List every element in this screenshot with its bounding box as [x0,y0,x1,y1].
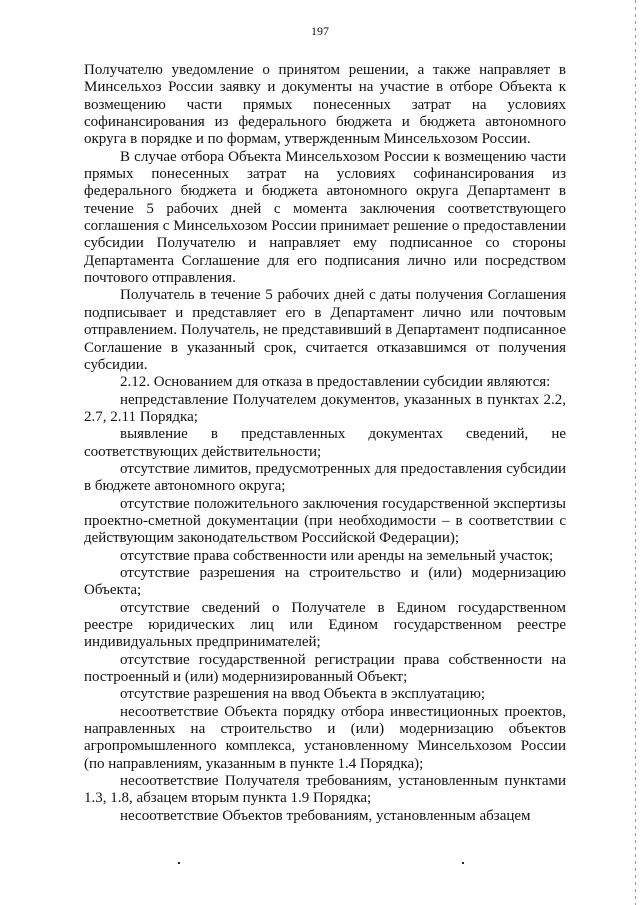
page-number: 197 [311,24,329,38]
list-item-no-ownership-registration: отсутствие государственной регистрации права собственности на построенный и (или) модернизированный Объект; [84,651,566,686]
paragraph-notification: Получателю уведомление о принятом решении, а также направляет в Минсельхоз России заявку и документы на участие в отборе Объекта к возмещению части прямых понесенных затрат на условиях софинансирования из федерального бюджета и бюджета автономного округа в порядке и по формам, утвержденным Минсельхозом России. [84,62,566,148]
list-item-no-expertise: отсутствие положительного заключения государственной экспертизы проектно-сметной документации (при необходимости – в соответствии с действующим законодательством Российской Федерации); [84,495,566,547]
list-item-no-land-rights: отсутствие права собственности или аренды на земельный участок; [120,547,554,564]
list-item-no-commissioning-permit: отсутствие разрешения на ввод Объекта в эксплуатацию; [120,686,486,703]
scan-edge-line [635,0,636,905]
list-item-no-construction-permit: отсутствие разрешения на строительство и (или) модернизацию Объекта; [84,564,566,599]
list-item-no-registry-record: отсутствие сведений о Получателе в Едином государственном реестре юридических лиц или Едином государственном реестре индивидуальных предпринимателей; [84,599,566,651]
list-item-no-limits: отсутствие лимитов, предусмотренных для предоставления субсидии в бюджете автономного округа; [84,460,566,495]
list-item-false-information: выявление в представленных документах сведений, не соответствующих действительности; [84,426,566,460]
paragraph-refusal-grounds: 2.12. Основанием для отказа в предоставлении субсидии являются: [120,374,551,391]
scan-mark-left [178,862,180,864]
paragraph-selection: В случае отбора Объекта Минсельхозом России к возмещению части прямых понесенных затрат на условиях софинансирования из федерального бюджета и бюджета автономного округа Департамент в течение 5 рабочих дней с момента заключения соответствующего соглашения с Минсельхозом России принимает решение о предоставлении субсидии Получателю и направляет ему подписанное со стороны Департамента Соглашение для его подписания лично или посредством почтового отправления. [84,148,566,287]
list-item-recipient-mismatch: несоответствие Получателя требованиям, установленным пунктами 1.3, 1.8, абзацем вторым пункта 1.9 Порядка; [84,773,566,807]
list-item-objects-mismatch: несоответствие Объектов требованиям, установленным абзацем [120,807,531,824]
list-item-documents-missing: непредставление Получателем документов, указанных в пунктах 2.2, 2.7, 2.11 Порядка; [84,391,566,425]
list-item-object-mismatch: несоответствие Объекта порядку отбора инвестиционных проектов, направленных на строительство и (или) модернизацию объектов агропромышленного комплекса, установленному Минсельхозом России (по направлениям, указанным в пункте 1.4 Порядка); [84,703,566,772]
paragraph-agreement-signing: Получатель в течение 5 рабочих дней с даты получения Соглашения подписывает и представляет его в Департамент лично или почтовым отправлением. Получатель, не представивший в Департамент подписанное Соглашение в указанный срок, считается отказавшимся от получения субсидии. [84,287,566,373]
scan-mark-right [462,862,464,864]
document-body [84,62,566,825]
